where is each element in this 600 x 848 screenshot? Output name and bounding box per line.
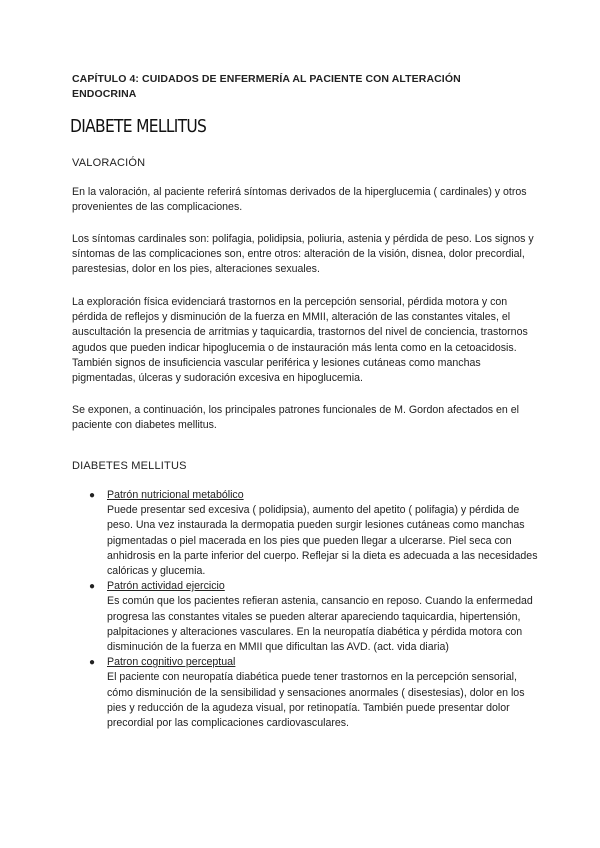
paragraph: Los síntomas cardinales son: polifagia, polidipsia, poliuria, astenia y pérdida de peso. Los signos y síntomas de las complicaciones son, entre otros: alteración de la visión, disnea, dolor precordial, parestesias, dolor en los pies, alteraciones sexuales. — [72, 233, 534, 276]
main-title: DIABETE MELLITUS — [70, 116, 207, 137]
pattern-title: Patrón nutricional metabólico — [107, 489, 244, 501]
pattern-title: Patron cognitivo perceptual — [107, 656, 236, 669]
bullet-icon: ● — [89, 657, 96, 669]
pattern-text: Puede presentar sed excesiva ( polidipsia), aumento del apetito ( polifagia) y pérdida de peso. Una vez instaurada la dermopatia pueden surgir lesiones cutáneas como manchas pigmentadas o piel macerada en los pies que pueden llegar a ulcerarse. Piel seca con anhidrosis en la parte inferior del cuerpo. Reflejar si la dieta es adecuada a las necesidades calóricas y glucemia. — [107, 504, 538, 578]
chapter-title: CAPÍTULO 4: CUIDADOS DE ENFERMERÍA AL PACIENTE CON ALTERACIÓN ENDOCRINA — [72, 73, 461, 100]
paragraph: La exploración física evidenciará trastornos en la percepción sensorial, pérdida motora y con pérdida de reflejos y disminución de la fuerza en MMII, alteración de las constantes vitales, el auscultación la presencia de arritmias y taquicardia, trastornos del nivel de conciencia, trastornos agudos que pueden indicar hipoglucemia o de instauración más lenta como en la cetoacidosis. También signos de insuficiencia vascular periférica y lesiones cutáneas como manchas pigmentadas, úlceras y sudoración excesiva en hipoglucemia. — [72, 296, 528, 385]
list-item — [72, 655, 540, 731]
pattern-text: El paciente con neuropatía diabética puede tener trastornos en la percepción sensorial, cómo disminución de la sensibilidad y sensaciones anormales ( disestesias), dolor en los pies y reducción de la agudeza visual, por retinopatía. También puede presentar dolor precordial por las complicaciones cardiovasculares. — [107, 671, 525, 730]
pattern-text: Es común que los pacientes refieran astenia, cansancio en reposo. Cuando la enfermedad progresa las constantes vitales se pueden alterar apareciendo taquicardia, hipertensión, palpitaciones y alteraciones vasculares. En la neuropatía diabética y pérdida motora con disminución de la fuerza en MMII que dificultan las AVD. (act. vida diaria) — [107, 595, 533, 654]
section-heading-valoracion: VALORACIÓN — [72, 157, 146, 169]
paragraph: En la valoración, al paciente referirá síntomas derivados de la hiperglucemia ( cardinales) y otros provenientes de las complicaciones. — [72, 186, 527, 214]
bullet-icon: ● — [89, 490, 96, 501]
list-item — [72, 579, 540, 655]
bullet-icon: ● — [89, 581, 96, 593]
subheading-diabetes-mellitus: DIABETES MELLITUS — [72, 460, 187, 472]
pattern-title: Patrón actividad ejercicio — [107, 580, 225, 593]
paragraph: Se exponen, a continuación, los principales patrones funcionales de M. Gordon afectados en el paciente con diabetes mellitus. — [72, 404, 519, 432]
functional-patterns-list — [72, 488, 540, 731]
list-item — [72, 488, 540, 579]
